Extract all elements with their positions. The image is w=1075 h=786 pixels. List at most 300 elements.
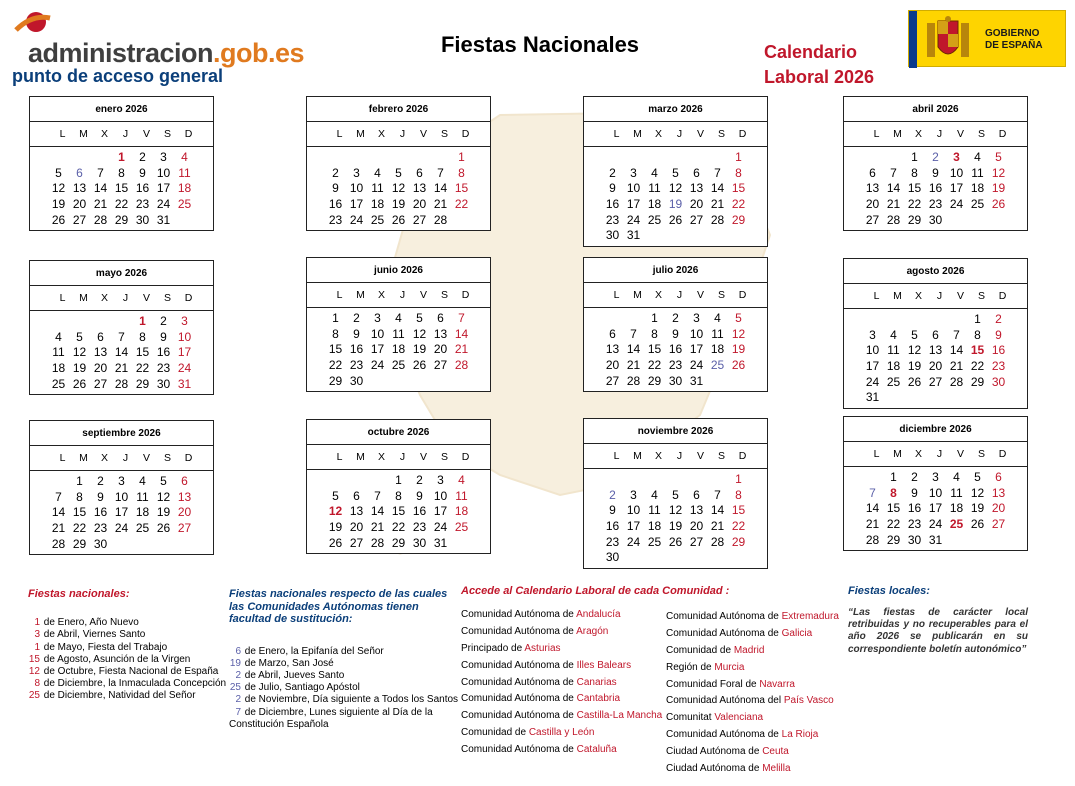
day-cell: 17: [370, 342, 385, 357]
day-cell: 16: [328, 196, 343, 211]
day-cell: 2: [160, 313, 167, 328]
legend-day-text: de Mayo, Fiesta del Trabajo: [43, 641, 168, 653]
community-link[interactable]: Cantabria: [576, 693, 620, 705]
weekday-label: M: [633, 450, 642, 462]
legend-day-number: 3: [34, 629, 40, 641]
day-cell: 9: [932, 165, 939, 180]
day-cell: 25: [391, 357, 406, 372]
weekday-label: V: [696, 289, 704, 301]
legend-day-text: de Octubre, Fiesta Nacional de España: [43, 666, 219, 678]
day-cell: 30: [605, 228, 620, 243]
day-cell: 13: [689, 181, 704, 196]
day-cell: 5: [995, 149, 1002, 164]
weekday-label: L: [336, 128, 343, 140]
government-logo[interactable]: [908, 10, 1066, 67]
weekday-label: L: [873, 128, 880, 140]
day-cell: 10: [949, 165, 964, 180]
community-link-row: [461, 607, 666, 624]
day-cell: 2: [332, 165, 339, 180]
weekday-header: [30, 122, 213, 147]
legend-day-text: de Agosto, Asunción de la Virgen: [43, 653, 191, 665]
weekday-label: M: [893, 290, 902, 302]
substitution-last-line: Constitución Española: [229, 718, 329, 730]
day-cell: 15: [114, 181, 129, 196]
day-cell: 23: [907, 516, 922, 531]
day-cell: 6: [995, 469, 1002, 484]
community-link[interactable]: Galicia: [781, 627, 813, 639]
day-cell: 15: [72, 505, 87, 520]
days-grid: [844, 467, 1027, 550]
day-cell: 27: [93, 376, 108, 391]
day-cell: 8: [139, 329, 146, 344]
day-cell: 15: [731, 181, 746, 196]
day-cell: 21: [454, 342, 469, 357]
day-cell: 9: [416, 488, 423, 503]
day-cell: 19: [668, 196, 683, 211]
day-cell: 10: [370, 326, 385, 341]
weekday-label: M: [356, 289, 365, 301]
logo-swoosh-icon: [14, 10, 52, 36]
day-cell: 3: [630, 487, 637, 502]
month-calendar: [29, 420, 214, 555]
weekday-label: D: [461, 451, 470, 463]
weekday-header: [584, 444, 767, 469]
day-cell: 9: [160, 329, 167, 344]
day-cell: 24: [114, 520, 129, 535]
legend-day-text: de Diciembre, Natividad del Señor: [43, 690, 196, 702]
day-cell: 8: [651, 326, 658, 341]
day-cell: 23: [668, 357, 683, 372]
day-cell: 6: [416, 165, 423, 180]
weekday-label: X: [914, 290, 922, 302]
weekday-label: V: [696, 128, 704, 140]
day-cell: 22: [970, 358, 985, 373]
weekday-label: S: [440, 289, 448, 301]
community-link[interactable]: Castilla y León: [528, 727, 595, 739]
day-cell: 7: [714, 165, 721, 180]
day-cell: 26: [991, 196, 1006, 211]
day-cell: 1: [118, 149, 125, 164]
day-cell: 29: [135, 376, 150, 391]
day-cell: 31: [433, 535, 448, 550]
page-title: Fiestas Nacionales: [440, 32, 640, 57]
weekday-header: [307, 445, 490, 470]
day-cell: 17: [626, 196, 641, 211]
day-cell: 10: [433, 488, 448, 503]
community-link-row: [666, 609, 846, 626]
legend-item: [229, 682, 459, 694]
month-title: octubre 2026: [307, 420, 490, 445]
weekday-header: [30, 446, 213, 471]
weekday-header: [584, 122, 767, 147]
day-cell: 7: [97, 165, 104, 180]
day-cell: 12: [668, 503, 683, 518]
day-cell: 19: [991, 181, 1006, 196]
weekday-label: V: [142, 128, 150, 140]
day-cell: 14: [949, 343, 964, 358]
day-cell: 27: [865, 212, 880, 227]
weekday-label: X: [100, 128, 108, 140]
community-link[interactable]: Ceuta: [762, 746, 789, 758]
day-cell: 30: [412, 535, 427, 550]
day-cell: 28: [51, 536, 66, 551]
day-cell: 5: [416, 310, 423, 325]
day-cell: 8: [458, 165, 465, 180]
day-cell: 23: [928, 196, 943, 211]
community-prefix: Comunidad Autónoma de: [461, 693, 577, 705]
day-cell: 18: [51, 360, 66, 375]
day-cell: 19: [72, 360, 87, 375]
day-cell: 2: [97, 473, 104, 488]
day-cell: 31: [865, 390, 880, 405]
day-cell: 27: [433, 357, 448, 372]
weekday-label: D: [738, 289, 747, 301]
day-cell: 11: [971, 165, 984, 180]
community-link[interactable]: Valenciana: [714, 712, 764, 724]
community-link-row: [666, 727, 846, 744]
day-cell: 17: [349, 196, 364, 211]
day-cell: 30: [156, 376, 171, 391]
day-cell: 20: [433, 342, 448, 357]
weekday-label: J: [399, 451, 406, 463]
weekday-header: [307, 283, 490, 308]
day-cell: 7: [118, 329, 125, 344]
day-cell: 25: [135, 520, 150, 535]
day-cell: 16: [991, 343, 1006, 358]
day-cell: 13: [928, 343, 943, 358]
day-cell: 23: [991, 358, 1006, 373]
day-cell: 31: [156, 212, 171, 227]
day-cell: 17: [177, 345, 192, 360]
logo-subtitle: punto de acceso general: [12, 66, 224, 86]
day-cell: 26: [907, 374, 922, 389]
days-grid: [584, 469, 767, 568]
weekday-label: J: [936, 290, 943, 302]
day-cell: 28: [710, 212, 725, 227]
day-cell: 7: [890, 165, 897, 180]
community-prefix: Comunidad Autónoma de: [461, 609, 577, 620]
calendar-title: [764, 40, 904, 90]
weekday-label: J: [122, 128, 129, 140]
day-cell: 11: [887, 343, 900, 358]
day-cell: 2: [672, 310, 679, 325]
local-holidays-section: [848, 585, 1028, 656]
day-cell: 23: [605, 212, 620, 227]
day-cell: 3: [869, 327, 876, 342]
day-cell: 16: [135, 181, 150, 196]
legend-item: [229, 694, 459, 706]
day-cell: 18: [370, 196, 385, 211]
weekday-label: D: [998, 448, 1007, 460]
weekday-label: M: [893, 448, 902, 460]
day-cell: 18: [177, 181, 192, 196]
day-cell: 6: [869, 165, 876, 180]
weekday-label: V: [142, 292, 150, 304]
day-cell: 21: [865, 516, 880, 531]
weekday-label: J: [676, 289, 683, 301]
day-cell: 20: [689, 518, 704, 533]
weekday-label: X: [377, 128, 385, 140]
day-cell: 20: [349, 519, 364, 534]
day-cell: 26: [391, 212, 406, 227]
day-cell: 21: [93, 196, 108, 211]
day-cell: 20: [991, 501, 1006, 516]
month-title: mayo 2026: [30, 261, 213, 286]
day-cell: 4: [395, 310, 402, 325]
day-cell: 13: [177, 489, 192, 504]
community-link[interactable]: Murcia: [714, 661, 745, 673]
day-cell: 28: [370, 535, 385, 550]
community-prefix: Comunidad Autónoma de: [461, 659, 577, 671]
day-cell: 21: [886, 196, 901, 211]
weekday-label: X: [914, 128, 922, 140]
day-cell: 3: [630, 165, 637, 180]
substitution-heading-line3: facultad de sustitución:: [229, 613, 353, 625]
day-cell: 3: [118, 473, 125, 488]
day-cell: 30: [93, 536, 108, 551]
day-cell: 27: [349, 535, 364, 550]
day-cell: 30: [135, 212, 150, 227]
community-link[interactable]: Cataluña: [576, 744, 617, 756]
day-cell: 5: [974, 469, 981, 484]
day-cell: 4: [953, 469, 960, 484]
day-cell: 26: [72, 376, 87, 391]
day-cell: 19: [391, 196, 406, 211]
day-cell: 2: [995, 311, 1002, 326]
days-grid: [307, 308, 490, 391]
day-cell: 29: [328, 373, 343, 388]
day-cell: 8: [395, 488, 402, 503]
month-calendar: [29, 260, 214, 395]
day-cell: 18: [886, 358, 901, 373]
community-link[interactable]: Aragón: [576, 625, 609, 637]
substitution-legend: [229, 588, 459, 731]
day-cell: 23: [156, 360, 171, 375]
day-cell: 10: [349, 181, 364, 196]
day-cell: 30: [928, 212, 943, 227]
day-cell: 26: [970, 516, 985, 531]
community-link-row: [666, 660, 846, 677]
day-cell: 28: [114, 376, 129, 391]
day-cell: 10: [928, 485, 943, 500]
substitution-legend-heading: [229, 588, 459, 626]
community-link[interactable]: Illes Balears: [576, 659, 632, 671]
day-cell: 1: [76, 473, 83, 488]
eu-flag-strip: [909, 11, 917, 68]
day-cell: 2: [353, 310, 360, 325]
weekday-label: X: [377, 451, 385, 463]
day-cell: 26: [412, 357, 427, 372]
logo-text-a: administracion: [28, 38, 214, 68]
day-cell: 4: [181, 149, 188, 164]
weekday-label: S: [717, 450, 725, 462]
day-cell: 16: [156, 345, 171, 360]
day-cell: 1: [395, 472, 402, 487]
day-cell: 3: [374, 310, 381, 325]
weekday-label: V: [419, 289, 427, 301]
legend-day-text: de Abril, Jueves Santo: [244, 669, 345, 681]
day-cell: 30: [605, 550, 620, 565]
month-title: noviembre 2026: [584, 419, 767, 444]
community-prefix: Comunidad Autónoma de: [666, 611, 782, 622]
day-cell: 21: [949, 358, 964, 373]
day-cell: 31: [626, 228, 641, 243]
month-calendar: [583, 418, 768, 569]
day-cell: 27: [177, 520, 192, 535]
weekday-label: M: [633, 128, 642, 140]
day-cell: 27: [605, 373, 620, 388]
day-cell: 25: [51, 376, 66, 391]
weekday-label: M: [79, 452, 88, 464]
day-cell: 23: [93, 520, 108, 535]
day-cell: 20: [72, 196, 87, 211]
day-cell: 19: [412, 342, 427, 357]
day-cell: 22: [391, 519, 406, 534]
weekday-label: S: [163, 452, 171, 464]
community-link-row: [666, 677, 846, 694]
days-grid: [30, 311, 213, 394]
legend-day-number: 15: [28, 653, 40, 665]
day-cell: 12: [51, 181, 66, 196]
day-cell: 24: [689, 357, 704, 372]
day-cell: 14: [114, 345, 129, 360]
day-cell: 7: [869, 485, 876, 500]
day-cell: 25: [970, 196, 985, 211]
day-cell: 27: [689, 212, 704, 227]
day-cell: 4: [714, 310, 721, 325]
day-cell: 11: [371, 181, 384, 196]
weekday-label: S: [440, 451, 448, 463]
day-cell: 7: [714, 487, 721, 502]
day-cell: 28: [886, 212, 901, 227]
weekday-label: D: [998, 128, 1007, 140]
day-cell: 21: [710, 518, 725, 533]
day-cell: 12: [668, 181, 683, 196]
weekday-label: V: [956, 128, 964, 140]
day-cell: 5: [160, 473, 167, 488]
day-cell: 18: [454, 504, 469, 519]
community-link[interactable]: La Rioja: [781, 729, 819, 741]
legend-day-number: 25: [28, 690, 40, 702]
national-holidays-legend: [28, 588, 228, 703]
day-cell: 3: [160, 149, 167, 164]
days-grid: [307, 470, 490, 553]
day-cell: 28: [865, 532, 880, 547]
site-logo[interactable]: [28, 38, 304, 69]
day-cell: 29: [391, 535, 406, 550]
day-cell: 18: [647, 196, 662, 211]
weekday-label: J: [936, 448, 943, 460]
community-link[interactable]: Castilla-La Mancha: [576, 710, 663, 722]
days-grid: [307, 147, 490, 230]
day-cell: 20: [689, 196, 704, 211]
community-prefix: Comunidad de: [461, 727, 529, 739]
community-prefix: Comunidad Autónoma del: [666, 695, 784, 707]
community-link[interactable]: Madrid: [733, 644, 765, 656]
legend-item: [229, 646, 459, 658]
day-cell: 25: [177, 196, 192, 211]
weekday-label: S: [163, 292, 171, 304]
legend-item: [28, 654, 228, 666]
day-cell: 24: [626, 534, 641, 549]
day-cell: 23: [135, 196, 150, 211]
day-cell: 21: [433, 196, 448, 211]
month-title: agosto 2026: [844, 259, 1027, 284]
day-cell: 6: [97, 329, 104, 344]
day-cell: 10: [114, 489, 129, 504]
day-cell: 14: [370, 504, 385, 519]
day-cell: 8: [118, 165, 125, 180]
day-cell: 13: [412, 181, 427, 196]
day-cell: 2: [609, 487, 616, 502]
community-prefix: Comunidad Autónoma de: [461, 710, 577, 722]
day-cell: 15: [135, 345, 150, 360]
weekday-header: [844, 122, 1027, 147]
day-cell: 13: [689, 503, 704, 518]
legend-item: [28, 617, 228, 629]
weekday-label: D: [184, 452, 193, 464]
day-cell: 17: [865, 358, 880, 373]
day-cell: 18: [135, 505, 150, 520]
day-cell: 31: [177, 376, 192, 391]
day-cell: 14: [93, 181, 108, 196]
legend-day-number: 1: [34, 617, 40, 629]
day-cell: 20: [928, 358, 943, 373]
legend-item: [28, 629, 228, 641]
day-cell: 14: [454, 326, 469, 341]
weekday-label: X: [100, 292, 108, 304]
day-cell: 2: [911, 469, 918, 484]
day-cell: 5: [911, 327, 918, 342]
day-cell: 9: [353, 326, 360, 341]
weekday-label: L: [613, 128, 620, 140]
weekday-label: M: [356, 128, 365, 140]
community-link-row: [666, 693, 846, 710]
weekday-label: M: [356, 451, 365, 463]
month-calendar: [843, 96, 1028, 231]
weekday-label: L: [336, 289, 343, 301]
community-link[interactable]: Navarra: [759, 678, 795, 690]
day-cell: 11: [711, 326, 724, 341]
day-cell: 29: [731, 534, 746, 549]
community-link[interactable]: Canarias: [576, 676, 617, 688]
community-link[interactable]: País Vasco: [783, 695, 834, 707]
community-link[interactable]: Extremadura: [781, 611, 839, 622]
community-link[interactable]: Andalucía: [576, 609, 621, 620]
day-cell: 13: [991, 485, 1006, 500]
weekday-header: [307, 122, 490, 147]
day-cell: 3: [353, 165, 360, 180]
community-link[interactable]: Asturias: [524, 642, 561, 654]
day-cell: 8: [332, 326, 339, 341]
day-cell: 21: [370, 519, 385, 534]
day-cell: 3: [181, 313, 188, 328]
community-link[interactable]: Melilla: [762, 763, 791, 775]
day-cell: 14: [626, 342, 641, 357]
day-cell: 23: [605, 534, 620, 549]
day-cell: 13: [349, 504, 364, 519]
day-cell: 19: [51, 196, 66, 211]
community-prefix: Región de: [666, 661, 715, 673]
day-cell: 28: [93, 212, 108, 227]
weekday-label: V: [956, 448, 964, 460]
day-cell: 11: [178, 165, 191, 180]
community-prefix: Comunidad Autónoma de: [666, 729, 782, 741]
access-heading: Accede al Calendario Laboral de cada Comunidad :: [461, 585, 730, 597]
day-cell: 25: [454, 519, 469, 534]
day-cell: 17: [689, 342, 704, 357]
month-calendar: [843, 258, 1028, 409]
